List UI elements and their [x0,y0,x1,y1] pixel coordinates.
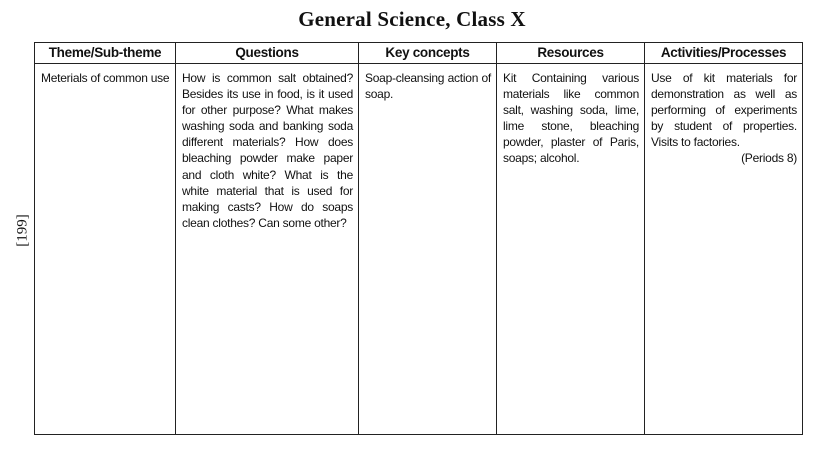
page-number [14,210,32,250]
table-header-row [35,43,803,64]
cell-activities [645,64,803,435]
header-resources: Resources [497,43,645,64]
header-activities: Activities/Processes [645,43,803,64]
curriculum-table [34,42,803,435]
periods-label: (Periods 8) [741,151,797,166]
cell-theme: Meterials of common use [35,64,176,435]
header-questions: Questions [176,43,359,64]
cell-questions: How is common salt obtained? Besides its use in food, is it used for other purpose? What makes washing soda and banking soda different materials? How does bleaching powder make paper and cloth white? What is the white material that is used for making casts? How do soaps clean clothes? Can some other? [176,64,359,435]
activities-text: Use of kit materials for demonstration as well as performing of experiments by student of properties. Visits to factories. [651,71,797,150]
page-number-text: [199] [14,214,31,247]
cell-key-concepts: Soap-cleansing action of soap. [359,64,497,435]
table-row [35,64,803,435]
page-title: General Science, Class X [298,7,526,31]
cell-resources: Kit Containing various materials like common salt, washing soda, lime, lime stone, bleaching powder, plaster of Paris, soaps; alcohol. [497,64,645,435]
header-theme: Theme/Sub-theme [35,43,176,64]
header-key-concepts: Key concepts [359,43,497,64]
